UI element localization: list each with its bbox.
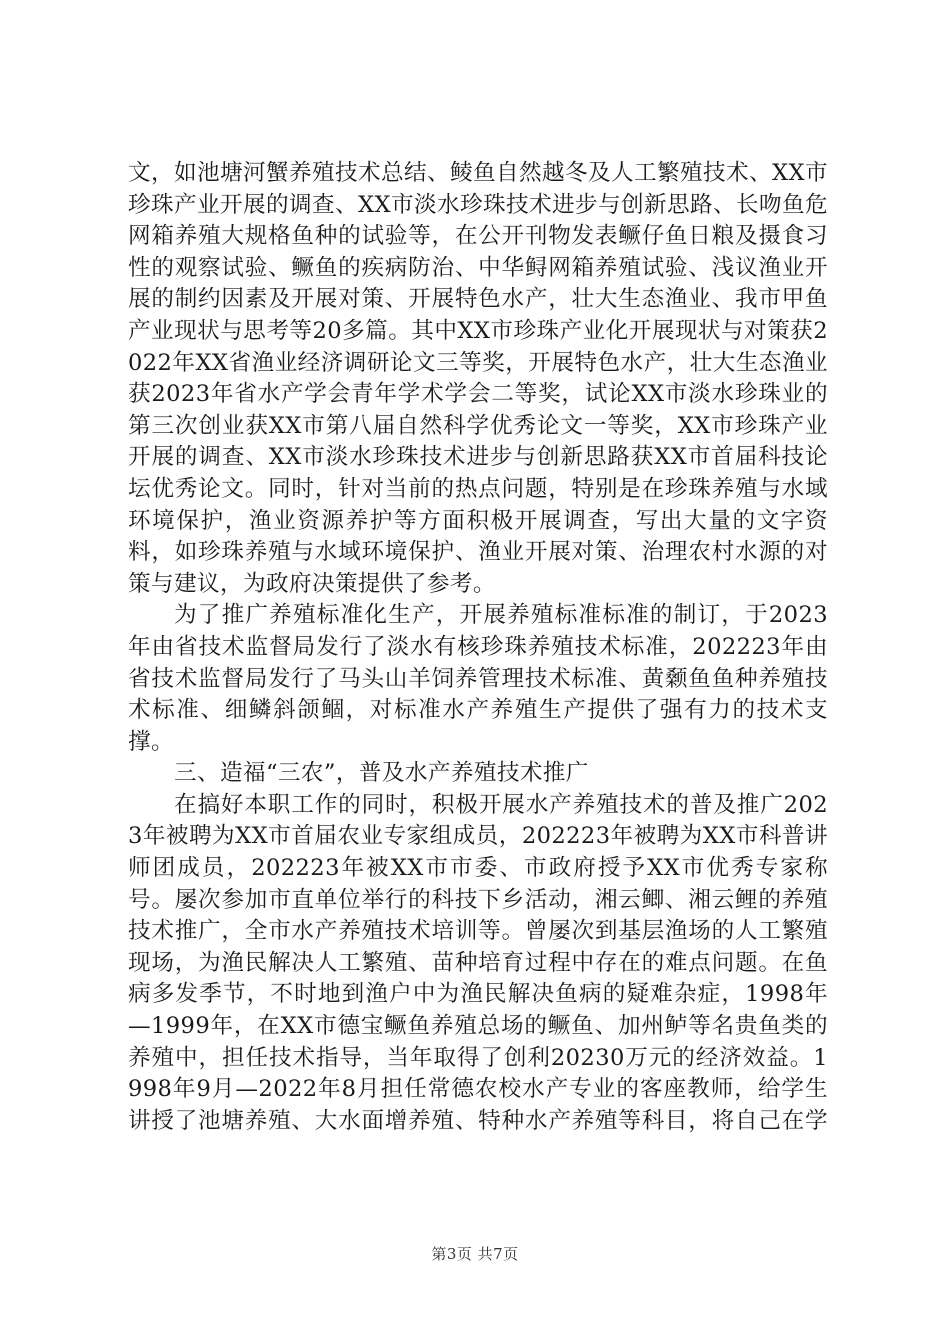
section-heading-three: 三、造福“三农”，普及水产养殖技术推广: [174, 760, 589, 787]
paragraph-standards: 为了推广养殖标准化生产，开展养殖标准标准的制订，于2023年由省技术监督局发行了淡水有核珍珠养殖技术标准，202223年由省技术监督局发行了马头山羊饲养管理技术标准、黄颡鱼鱼种养殖技术标准、细鳞斜颌鲴，对标准水产养殖生产提供了强有力的技术支撑。: [128, 602, 828, 755]
paragraph-research-papers: 文，如池塘河蟹养殖技术总结、鲮鱼自然越冬及人工繁殖技术、XX市珍珠产业开展的调查、XX市淡水珍珠技术进步与创新思路、长吻鱼危网箱养殖大规格鱼种的试验等，在公开刊物发表鳜仔鱼日粮及摄食习性的观察试验、鳜鱼的疾病防治、中华鲟网箱养殖试验、浅议渔业开展的制约因素及开展对策、开展特色水产，壮大生态渔业、我市甲鱼产业现状与思考等20多篇。其中XX市珍珠产业化开展现状与对策获2022年XX省渔业经济调研论文三等奖，开展特色水产，壮大生态渔业获2023年省水产学会青年学术学会二等奖，试论XX市淡水珍珠业的第三次创业获XX市第八届自然科学优秀论文一等奖，XX市珍珠产业开展的调查、XX市淡水珍珠技术进步与创新思路获XX市首届科技论坛优秀论文。同时，针对当前的热点问题，特别是在珍珠养殖与水域环境保护，渔业资源养护等方面积极开展调查，写出大量的文字资料，如珍珠养殖与水域环境保护、渔业开展对策、治理农村水源的对策与建议，为政府决策提供了参考。: [128, 160, 828, 597]
document-body: [128, 158, 828, 1137]
paragraph-technology-promotion: 在搞好本职工作的同时，积极开展水产养殖技术的普及推广2023年被聘为XX市首届农业专家组成员，202223年被聘为XX市科普讲师团成员，202223年被XX市市委、市政府授予XX市优秀专家称号。屡次参加市直单位举行的科技下乡活动，湘云鲫、湘云鲤的养殖技术推广，全市水产养殖技术培训等。曾屡次到基层渔场的人工繁殖现场，为渔民解决人工繁殖、苗种培育过程中存在的难点问题。在鱼病多发季节，不时地到渔户中为渔民解决鱼病的疑难杂症，1998年—1999年，在XX市德宝鳜鱼养殖总场的鳜鱼、加州鲈等名贵鱼类的养殖中，担任技术指导，当年取得了创利20230万元的经济效益。1998年9月—2022年8月担任常德农校水产专业的客座教师，给学生讲授了池塘养殖、大水面增养殖、特种水产养殖等科目，将自己在学: [128, 791, 828, 1134]
page-footer: 第3页 共7页: [431, 1245, 519, 1263]
